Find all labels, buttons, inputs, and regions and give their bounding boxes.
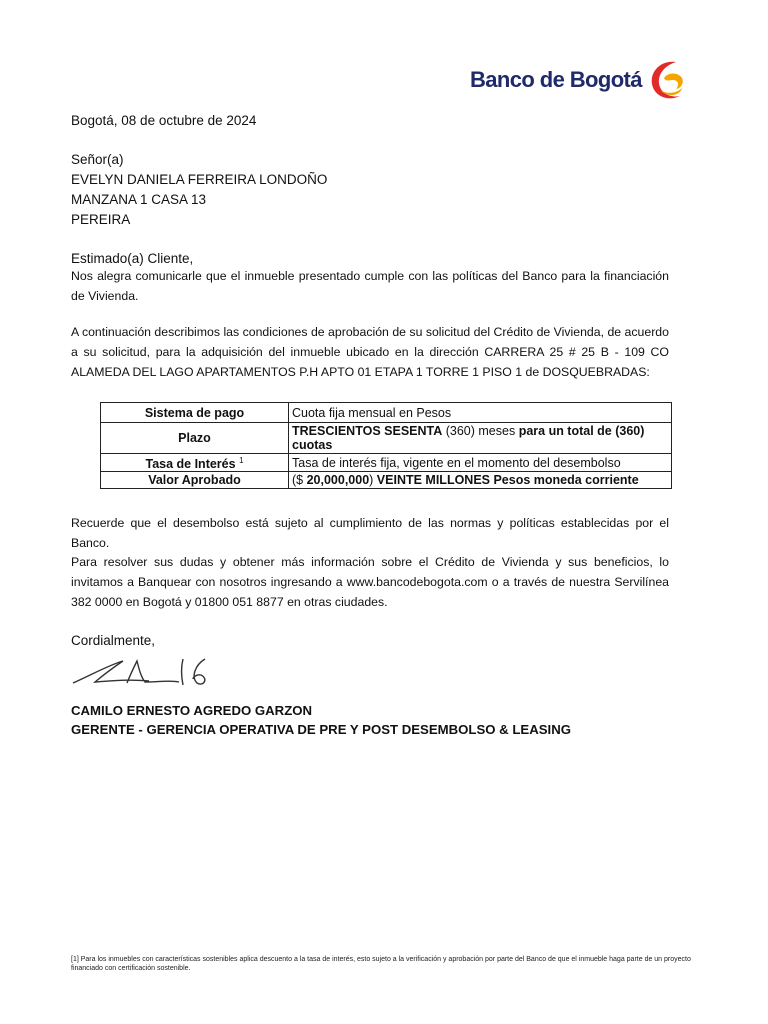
paragraph-conditions: A continuación describimos las condiciones de aprobación de su solicitud del Crédito de Vivienda, de acuerdo a su solicitud, para la adquisición del inmueble ubicado en la dirección CARRERA 25 # 25 B - 109 CO ALAMEDA DEL LAGO APARTAMENTOS P.H APTO 01 ETAPA 1 TORRE 1 PISO 1 de DOSQUEBRADAS:: [71, 325, 669, 379]
term-installments: para un total de (360) cuotas: [292, 424, 645, 452]
amount-number: 20,000,000: [306, 473, 370, 488]
signer-name: CAMILO ERNESTO AGREDO GARZON: [71, 703, 313, 718]
bank-logo-icon: [646, 56, 690, 104]
approved-amount-label: Valor Aprobado: [101, 472, 289, 489]
table-row: [101, 454, 672, 472]
paragraph-contact: Para resolver sus dudas y obtener más información sobre el Crédito de Vivienda y sus beneficios, lo invitamos a Banquear con nosotros ingresando a www.bancodebogota.com o a través de nuestra Servilínea 382 0000 en Bogotá y 01800 051 8877 en otras ciudades.: [71, 555, 669, 609]
approved-amount-value: [289, 472, 672, 489]
payment-system-value: Cuota fija mensual en Pesos: [289, 403, 672, 423]
table-row: [101, 472, 672, 489]
letter-date: Bogotá, 08 de octubre de 2024: [71, 113, 257, 128]
signer-title: GERENTE - GERENCIA OPERATIVA DE PRE Y POST DESEMBOLSO & LEASING: [71, 722, 571, 737]
footnote: [1] Para los inmuebles con características sostenibles aplica descuento a la tasa de interés, esto sujeto a la verificación y aprobación por parte del Banco de que el inmueble haga parte de un proyecto financiado con certificación sostenible.: [71, 956, 691, 972]
payment-system-label: Sistema de pago: [101, 403, 289, 423]
footnote-ref: 1: [239, 456, 244, 465]
recipient-name: EVELYN DANIELA FERREIRA LONDOÑO: [71, 172, 328, 187]
table-row: [101, 423, 672, 454]
closing: Cordialmente,: [71, 633, 156, 648]
amount-prefix: ($: [292, 473, 307, 488]
bank-logo: [470, 56, 690, 104]
table-row: [101, 403, 672, 423]
term-months: (360) meses: [442, 424, 519, 438]
amount-suffix: ): [369, 473, 377, 488]
paragraph-disbursement: Recuerde que el desembolso está sujeto al cumplimiento de las normas y políticas establecidas por el Banco.: [71, 516, 669, 550]
term-words: TRESCIENTOS SESENTA: [292, 424, 443, 438]
recipient-city: PEREIRA: [71, 212, 131, 227]
interest-rate-value: Tasa de interés fija, vigente en el momento del desembolso: [289, 454, 672, 472]
signature-image: [71, 655, 211, 689]
recipient-address: MANZANA 1 CASA 13: [71, 192, 207, 207]
term-value: [289, 423, 672, 454]
amount-words: VEINTE MILLONES Pesos moneda corriente: [376, 473, 639, 488]
bank-name: Banco de Bogotá: [470, 67, 642, 92]
greeting: Estimado(a) Cliente,: [71, 251, 194, 266]
term-label: Plazo: [101, 423, 289, 454]
salutation-title: Señor(a): [71, 152, 124, 167]
interest-rate-label-text: Tasa de Interés: [145, 457, 236, 472]
approval-conditions-table: [100, 402, 672, 489]
paragraph-intro: Nos alegra comunicarle que el inmueble presentado cumple con las políticas del Banco para la financiación de Vivienda.: [71, 269, 669, 303]
interest-rate-label: [101, 454, 289, 472]
